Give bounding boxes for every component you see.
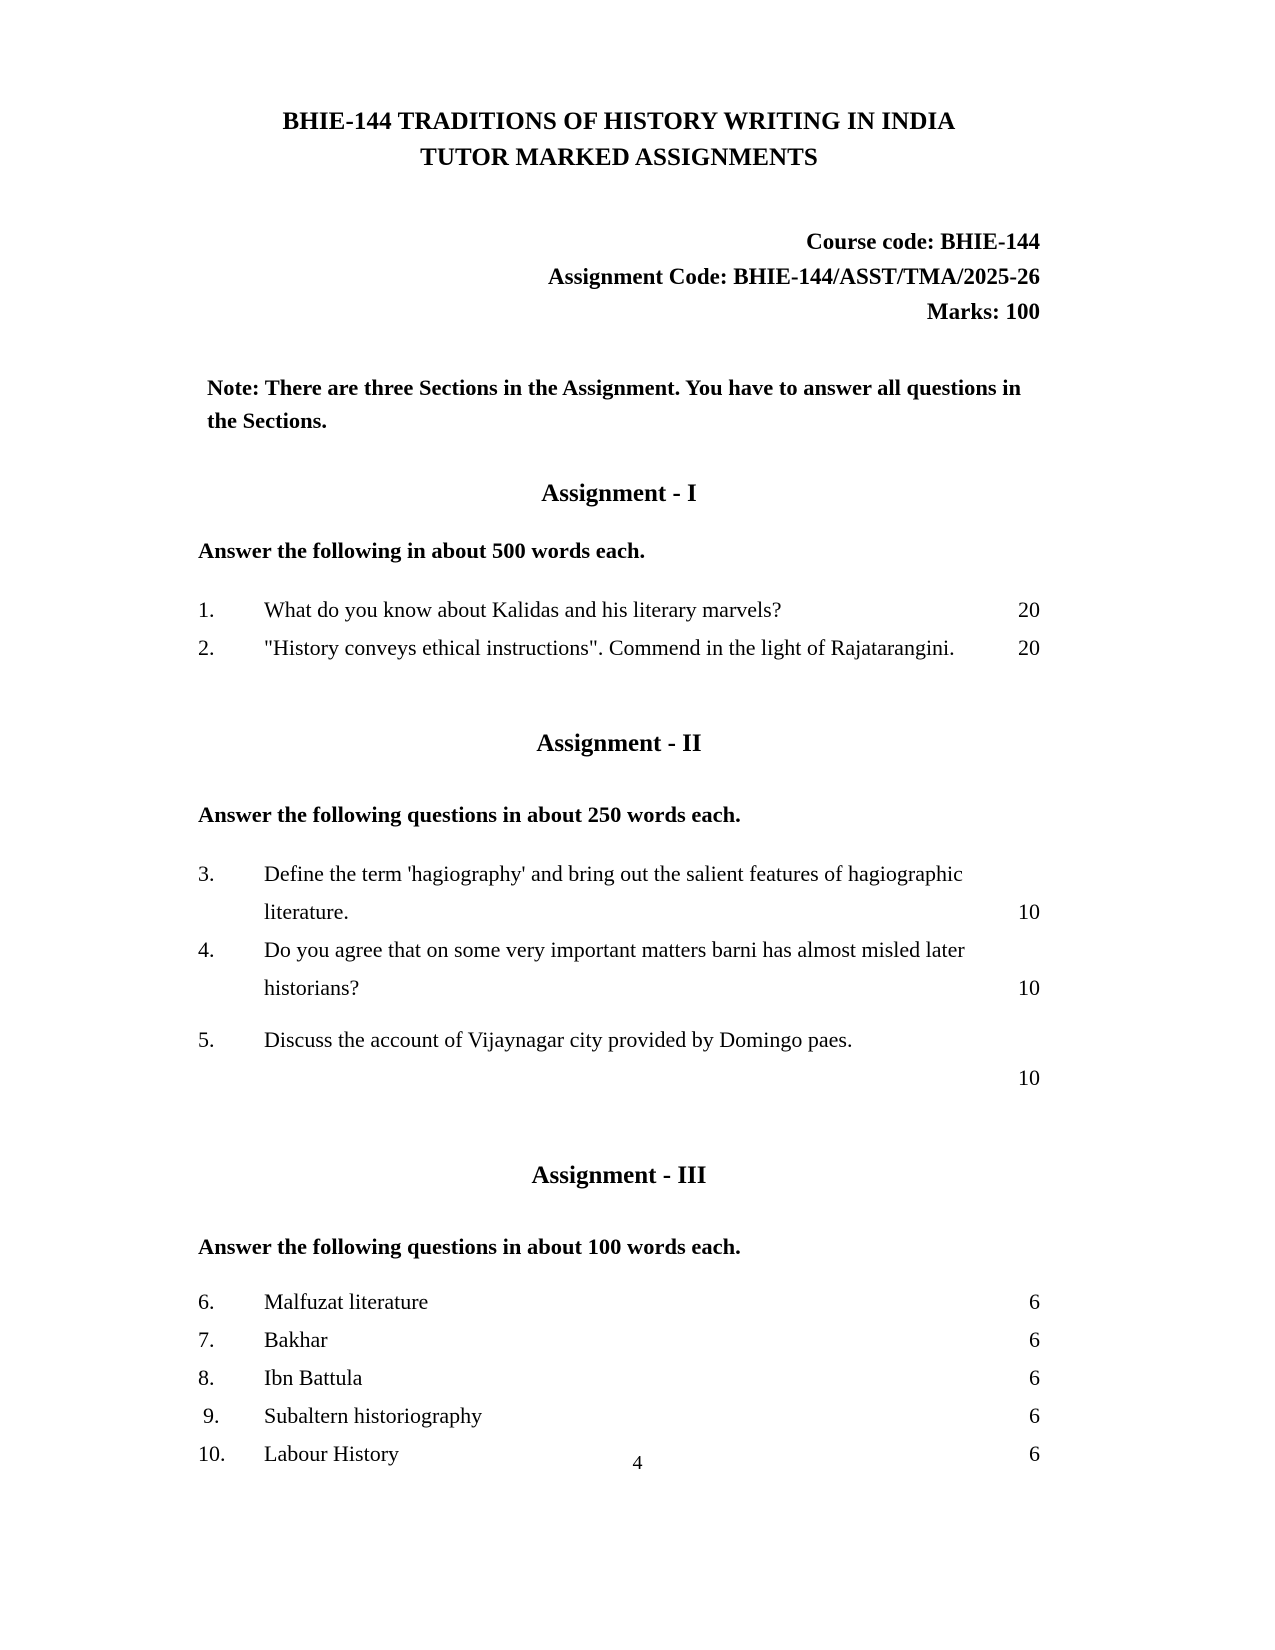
section-instruction-3: Answer the following questions in about 100 words each.: [198, 1234, 741, 1259]
question-row: [198, 1283, 1040, 1321]
question-row: [198, 591, 1040, 629]
page-content: [198, 104, 1040, 1473]
section-instruction-2: Answer the following questions in about 250 words each.: [198, 802, 741, 827]
question-marks: 6: [1029, 1365, 1040, 1390]
question-continuation-row: [198, 893, 1040, 931]
section-heading-2: Assignment - II: [536, 730, 702, 757]
course-meta-block: [198, 224, 1040, 329]
question-list-2: [198, 855, 1040, 1097]
total-marks: Marks: 100: [926, 299, 1040, 324]
page-title-line-1: BHIE-144 TRADITIONS OF HISTORY WRITING IN INDIA: [282, 108, 956, 135]
question-number: 3.: [198, 861, 215, 886]
question-list-1: [198, 591, 1040, 667]
marks-spacer: [198, 1059, 986, 1097]
question-text: Do you agree that on some very important matters barni has almost misled later: [264, 937, 965, 962]
question-number: 7.: [198, 1327, 215, 1352]
question-text-continued: literature.: [264, 899, 349, 924]
spacer: [198, 1007, 1040, 1021]
question-marks: 10: [1018, 1065, 1040, 1090]
question-number: 8.: [198, 1365, 215, 1390]
question-text: "History conveys ethical instructions". Commend in the light of Rajatarangini.: [264, 635, 955, 660]
question-number: 6.: [198, 1289, 215, 1314]
question-list-3: [198, 1283, 1040, 1473]
question-marks: 6: [1029, 1441, 1040, 1466]
page-title: [198, 104, 1040, 176]
question-marks: 10: [1018, 899, 1040, 924]
question-text: Ibn Battula: [264, 1365, 363, 1390]
assignment-code: Assignment Code: BHIE-144/ASST/TMA/2025-26: [548, 264, 1040, 289]
question-text: Labour History: [264, 1441, 400, 1466]
question-text: What do you know about Kalidas and his literary marvels?: [264, 597, 782, 622]
course-code: Course code: BHIE-144: [806, 229, 1040, 254]
question-continuation-row: [198, 969, 1040, 1007]
question-text: Malfuzat literature: [264, 1289, 429, 1314]
question-marks: 20: [1018, 635, 1040, 660]
question-number: 2.: [198, 635, 215, 660]
question-marks: 6: [1029, 1289, 1040, 1314]
question-row: [198, 1321, 1040, 1359]
note-text: Note: There are three Sections in the Assignment. You have to answer all questions in the Sections.: [207, 375, 1021, 433]
question-text: Subaltern historiography: [264, 1403, 483, 1428]
question-row: [198, 1397, 1040, 1435]
page-title-line-2: TUTOR MARKED ASSIGNMENTS: [420, 144, 818, 171]
question-marks: 10: [1018, 975, 1040, 1000]
question-text: Define the term 'hagiography' and bring out the salient features of hagiographic: [264, 861, 963, 886]
question-text-continued: historians?: [264, 975, 360, 1000]
question-number: 5.: [198, 1027, 215, 1052]
question-marks: 6: [1029, 1403, 1040, 1428]
page-number: 4: [632, 1452, 643, 1474]
question-number: 9.: [203, 1403, 220, 1428]
question-row: [198, 629, 1040, 667]
question-row: [198, 1359, 1040, 1397]
question-text: Discuss the account of Vijaynagar city provided by Domingo paes.: [264, 1027, 853, 1052]
question-number: 4.: [198, 937, 215, 962]
question-number: 1.: [198, 597, 215, 622]
question-row: [198, 855, 1040, 893]
question-number: 10.: [198, 1441, 226, 1466]
question-marks: 6: [1029, 1327, 1040, 1352]
question-row: [198, 931, 1040, 969]
section-heading-1: Assignment - I: [541, 480, 697, 507]
section-heading-3: Assignment - III: [531, 1162, 707, 1189]
question-row: [198, 1021, 1040, 1059]
question-marks-row: [198, 1059, 1040, 1097]
question-marks: 20: [1018, 597, 1040, 622]
section-instruction-1: Answer the following in about 500 words each.: [198, 538, 646, 563]
question-text: Bakhar: [264, 1327, 328, 1352]
